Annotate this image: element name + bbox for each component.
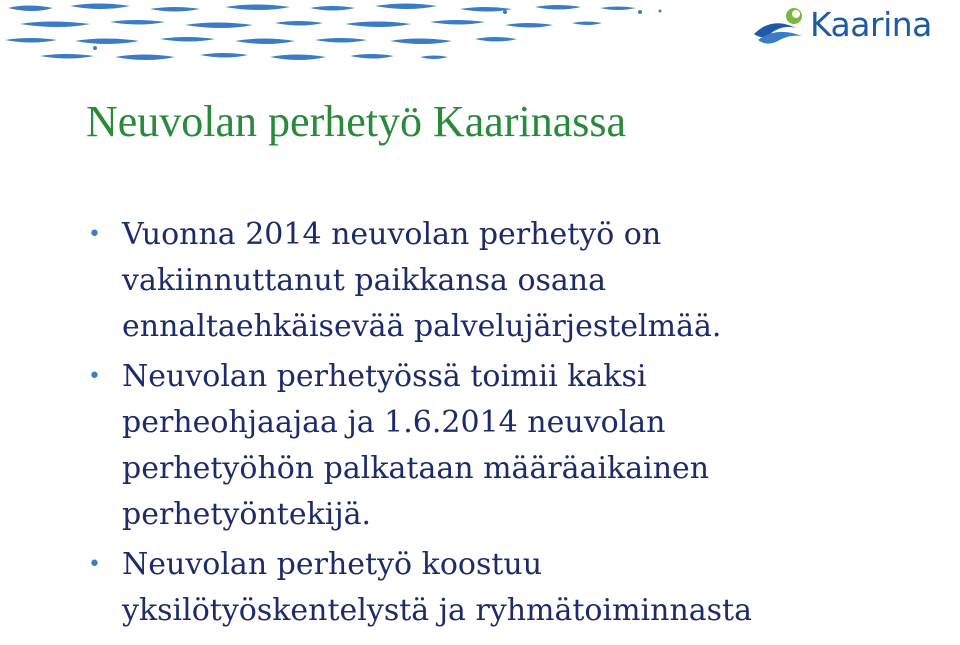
bullet-dot-icon: • [88,364,101,389]
kaarina-wave-logo-icon [752,4,808,46]
bullet-line: ennaltaehkäisevää palvelujärjestelmää. [122,309,722,344]
wave-stripes-banner [0,0,720,70]
bullet-line: vakiinnuttanut paikkansa osana [122,263,607,298]
bullet-dot-icon: • [88,222,101,247]
bullet-line: yksilötyöskentelystä ja ryhmätoiminnasta [122,593,752,628]
bullet-line: Neuvolan perhetyössä toimii kaksi [122,359,647,394]
bullet-line: perhetyöntekijä. [122,497,372,532]
bullet-dot-icon: • [88,552,101,577]
bullet-line: perhetyöhön palkataan määräaikainen [122,451,710,486]
bullet-line: Neuvolan perhetyö koostuu [122,547,543,582]
logo-text: Kaarina [810,5,932,44]
bullet-list [86,212,946,634]
bullet-item [86,542,946,634]
slide-title: Neuvolan perhetyö Kaarinassa [86,97,627,146]
bullet-item [86,354,946,538]
bullet-line: perheohjaajaa ja 1.6.2014 neuvolan [122,405,666,440]
bullet-line: Vuonna 2014 neuvolan perhetyö on [122,217,662,252]
kaarina-logo[interactable] [752,4,958,46]
bullet-item [86,212,946,350]
